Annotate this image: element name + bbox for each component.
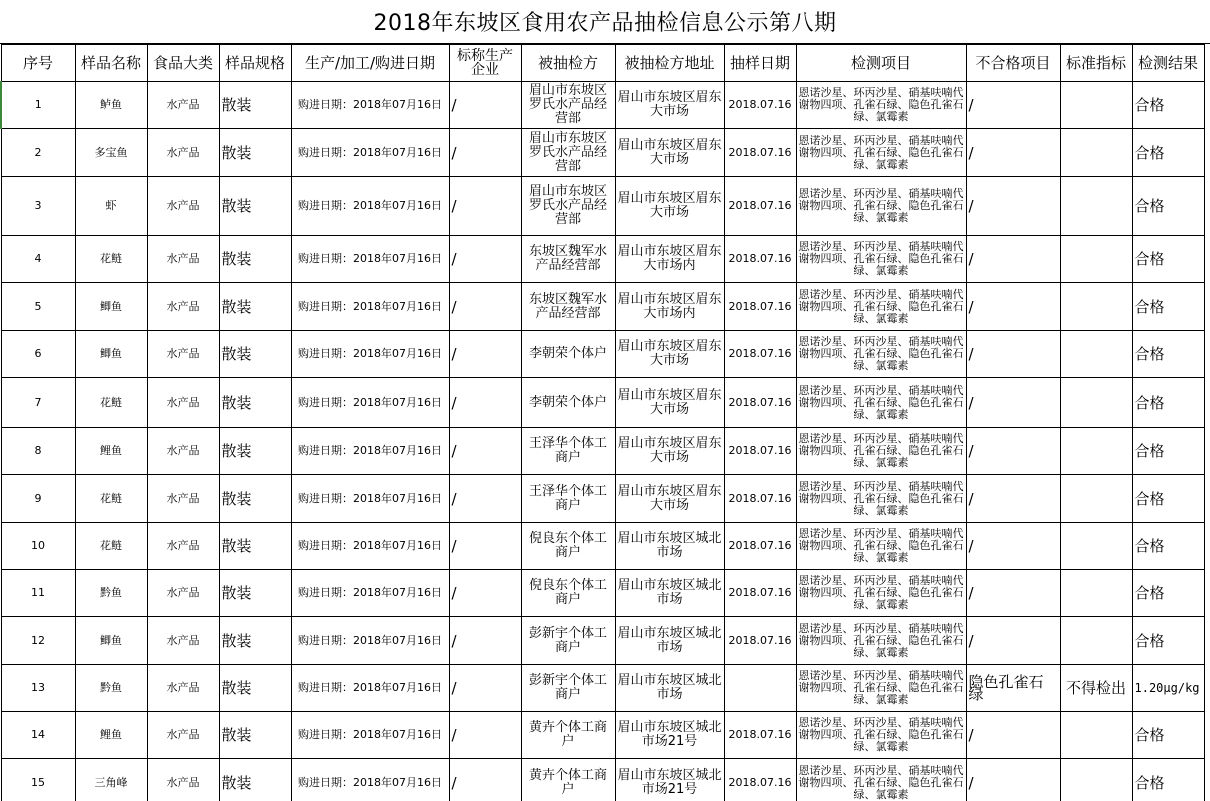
cell-test-items[interactable]: 恩诺沙星、环丙沙星、硝基呋喃代谢物四项、孔雀石绿、隐色孔雀石绿、氯霉素: [796, 129, 966, 177]
cell-sampled-party[interactable]: 眉山市东坡区罗氏水产品经营部: [521, 129, 615, 177]
cell-result[interactable]: 合格: [1132, 475, 1204, 523]
cell-sample-name[interactable]: 鲫鱼: [75, 617, 147, 665]
cell-serial[interactable]: 12: [1, 617, 75, 665]
cell-spec[interactable]: 散装: [219, 177, 291, 236]
cell-result[interactable]: 合格: [1132, 331, 1204, 378]
cell-serial[interactable]: 13: [1, 665, 75, 712]
cell-sample-name[interactable]: 鲫鱼: [75, 331, 147, 378]
cell-sample-date[interactable]: 2018.07.16: [724, 378, 796, 428]
cell-address[interactable]: 眉山市东坡区眉东大市场内: [615, 283, 724, 331]
cell-maker[interactable]: /: [449, 523, 521, 570]
cell-maker[interactable]: /: [449, 129, 521, 177]
cell-sampled-party[interactable]: 王泽华个体工商户: [521, 428, 615, 475]
table-row: [1, 759, 1204, 801]
cell-date[interactable]: 购进日期：2018年07月16日: [291, 617, 449, 665]
cell-test-items[interactable]: 恩诺沙星、环丙沙星、硝基呋喃代谢物四项、孔雀石绿、隐色孔雀石绿、氯霉素: [796, 712, 966, 759]
cell-category[interactable]: 水产品: [147, 523, 219, 570]
cell-serial[interactable]: 7: [1, 378, 75, 428]
cell-date[interactable]: 购进日期：2018年07月16日: [291, 759, 449, 801]
sheet-title: 2018年东坡区食用农产品抽检信息公示第八期: [0, 0, 1210, 44]
cell-result[interactable]: 合格: [1132, 617, 1204, 665]
cell-standard[interactable]: [1060, 177, 1132, 236]
cell-serial[interactable]: 8: [1, 428, 75, 475]
cell-maker[interactable]: /: [449, 283, 521, 331]
cell-serial[interactable]: 6: [1, 331, 75, 378]
cell-sampled-party[interactable]: 彭新宇个体工商户: [521, 665, 615, 712]
cell-standard[interactable]: [1060, 283, 1132, 331]
header-cell[interactable]: 标称生产企业: [449, 45, 521, 82]
cell-standard[interactable]: [1060, 82, 1132, 129]
cell-fail-item[interactable]: /: [966, 378, 1060, 428]
cell-spec[interactable]: 散装: [219, 331, 291, 378]
cell-test-items[interactable]: 恩诺沙星、环丙沙星、硝基呋喃代谢物四项、孔雀石绿、隐色孔雀石绿、氯霉素: [796, 759, 966, 801]
cell-sample-name[interactable]: 鲤鱼: [75, 712, 147, 759]
cell-maker[interactable]: /: [449, 428, 521, 475]
cell-fail-item[interactable]: /: [966, 475, 1060, 523]
cell-date[interactable]: 购进日期：2018年07月16日: [291, 523, 449, 570]
cell-maker[interactable]: /: [449, 331, 521, 378]
cell-address[interactable]: 眉山市东坡区眉东大市场: [615, 177, 724, 236]
cell-date[interactable]: 购进日期：2018年07月16日: [291, 283, 449, 331]
table-row: [1, 331, 1204, 378]
cell-fail-item[interactable]: /: [966, 428, 1060, 475]
header-cell[interactable]: 抽样日期: [724, 45, 796, 82]
cell-sample-name[interactable]: 花鲢: [75, 475, 147, 523]
cell-address[interactable]: 眉山市东坡区眉东大市场: [615, 378, 724, 428]
cell-result[interactable]: 合格: [1132, 82, 1204, 129]
cell-serial[interactable]: 1: [1, 82, 75, 129]
header-cell[interactable]: 标准指标: [1060, 45, 1132, 82]
cell-sample-date[interactable]: 2018.07.16: [724, 759, 796, 801]
header-cell[interactable]: 被抽检方地址: [615, 45, 724, 82]
cell-test-items[interactable]: 恩诺沙星、环丙沙星、硝基呋喃代谢物四项、孔雀石绿、隐色孔雀石绿、氯霉素: [796, 617, 966, 665]
cell-standard[interactable]: [1060, 712, 1132, 759]
cell-address[interactable]: 眉山市东坡区城北市场: [615, 665, 724, 712]
cell-date[interactable]: 购进日期：2018年07月16日: [291, 378, 449, 428]
cell-address[interactable]: 眉山市东坡区城北市场21号: [615, 759, 724, 801]
cell-test-items[interactable]: 恩诺沙星、环丙沙星、硝基呋喃代谢物四项、孔雀石绿、隐色孔雀石绿、氯霉素: [796, 378, 966, 428]
cell-spec[interactable]: 散装: [219, 617, 291, 665]
cell-sample-name[interactable]: 鲫鱼: [75, 283, 147, 331]
cell-test-items[interactable]: 恩诺沙星、环丙沙星、硝基呋喃代谢物四项、孔雀石绿、隐色孔雀石绿、氯霉素: [796, 177, 966, 236]
cell-sampled-party[interactable]: 东坡区魏军水产品经营部: [521, 236, 615, 283]
cell-sample-date[interactable]: 2018.07.16: [724, 475, 796, 523]
cell-standard[interactable]: [1060, 378, 1132, 428]
cell-sampled-party[interactable]: 倪良东个体工商户: [521, 523, 615, 570]
cell-sampled-party[interactable]: 李朝荣个体户: [521, 378, 615, 428]
cell-test-items[interactable]: 恩诺沙星、环丙沙星、硝基呋喃代谢物四项、孔雀石绿、隐色孔雀石绿、氯霉素: [796, 82, 966, 129]
cell-sample-name[interactable]: 虾: [75, 177, 147, 236]
cell-sampled-party[interactable]: 眉山市东坡区罗氏水产品经营部: [521, 82, 615, 129]
cell-date[interactable]: 购进日期：2018年07月16日: [291, 236, 449, 283]
cell-sample-name[interactable]: 三角峰: [75, 759, 147, 801]
cell-fail-item[interactable]: /: [966, 523, 1060, 570]
cell-fail-item[interactable]: 隐色孔雀石绿: [966, 665, 1060, 712]
cell-sample-date[interactable]: 2018.07.16: [724, 712, 796, 759]
header-cell[interactable]: 生产/加工/购进日期: [291, 45, 449, 82]
cell-category[interactable]: 水产品: [147, 428, 219, 475]
cell-result[interactable]: 合格: [1132, 428, 1204, 475]
cell-address[interactable]: 眉山市东坡区城北市场21号: [615, 712, 724, 759]
cell-sample-date[interactable]: [724, 665, 796, 712]
cell-result[interactable]: 合格: [1132, 283, 1204, 331]
cell-category[interactable]: 水产品: [147, 283, 219, 331]
table-row: [1, 82, 1204, 129]
table-row: [1, 129, 1204, 177]
cell-result[interactable]: 合格: [1132, 129, 1204, 177]
cell-sampled-party[interactable]: 黄卉个体工商户: [521, 712, 615, 759]
cell-spec[interactable]: 散装: [219, 712, 291, 759]
cell-serial[interactable]: 5: [1, 283, 75, 331]
cell-address[interactable]: 眉山市东坡区眉东大市场: [615, 82, 724, 129]
cell-serial[interactable]: 3: [1, 177, 75, 236]
cell-maker[interactable]: /: [449, 236, 521, 283]
cell-sample-name[interactable]: 多宝鱼: [75, 129, 147, 177]
cell-sample-name[interactable]: 鲈鱼: [75, 82, 147, 129]
cell-category[interactable]: 水产品: [147, 570, 219, 617]
cell-result[interactable]: 合格: [1132, 177, 1204, 236]
cell-sampled-party[interactable]: 李朝荣个体户: [521, 331, 615, 378]
table-row: [1, 617, 1204, 665]
cell-standard[interactable]: [1060, 617, 1132, 665]
header-cell[interactable]: 样品规格: [219, 45, 291, 82]
cell-standard[interactable]: [1060, 331, 1132, 378]
cell-sample-date[interactable]: 2018.07.16: [724, 82, 796, 129]
cell-address[interactable]: 眉山市东坡区眉东大市场内: [615, 236, 724, 283]
cell-sample-date[interactable]: 2018.07.16: [724, 428, 796, 475]
cell-sample-date[interactable]: 2018.07.16: [724, 331, 796, 378]
cell-fail-item[interactable]: /: [966, 177, 1060, 236]
cell-sample-date[interactable]: 2018.07.16: [724, 236, 796, 283]
cell-spec[interactable]: 散装: [219, 236, 291, 283]
cell-result[interactable]: 合格: [1132, 523, 1204, 570]
header-cell[interactable]: 样品名称: [75, 45, 147, 82]
cell-test-items[interactable]: 恩诺沙星、环丙沙星、硝基呋喃代谢物四项、孔雀石绿、隐色孔雀石绿、氯霉素: [796, 331, 966, 378]
cell-maker[interactable]: /: [449, 475, 521, 523]
cell-category[interactable]: 水产品: [147, 82, 219, 129]
cell-sample-name[interactable]: 花鲢: [75, 378, 147, 428]
cell-maker[interactable]: /: [449, 712, 521, 759]
cell-maker[interactable]: /: [449, 570, 521, 617]
header-cell[interactable]: 序号: [1, 45, 75, 82]
cell-sample-date[interactable]: 2018.07.16: [724, 177, 796, 236]
cell-fail-item[interactable]: /: [966, 129, 1060, 177]
table-row: [1, 236, 1204, 283]
cell-sample-date[interactable]: 2018.07.16: [724, 570, 796, 617]
table-row: [1, 283, 1204, 331]
cell-maker[interactable]: /: [449, 82, 521, 129]
cell-serial[interactable]: 4: [1, 236, 75, 283]
cell-category[interactable]: 水产品: [147, 475, 219, 523]
cell-date[interactable]: 购进日期：2018年07月16日: [291, 177, 449, 236]
cell-category[interactable]: 水产品: [147, 129, 219, 177]
cell-fail-item[interactable]: /: [966, 331, 1060, 378]
header-cell[interactable]: 检测项目: [796, 45, 966, 82]
cell-address[interactable]: 眉山市东坡区眉东大市场: [615, 475, 724, 523]
cell-fail-item[interactable]: /: [966, 759, 1060, 801]
cell-sampled-party[interactable]: 彭新宇个体工商户: [521, 617, 615, 665]
cell-address[interactable]: 眉山市东坡区眉东大市场: [615, 428, 724, 475]
cell-address[interactable]: 眉山市东坡区眉东大市场: [615, 129, 724, 177]
cell-test-items[interactable]: 恩诺沙星、环丙沙星、硝基呋喃代谢物四项、孔雀石绿、隐色孔雀石绿、氯霉素: [796, 428, 966, 475]
cell-spec[interactable]: 散装: [219, 759, 291, 801]
cell-spec[interactable]: 散装: [219, 378, 291, 428]
cell-spec[interactable]: 散装: [219, 428, 291, 475]
cell-fail-item[interactable]: /: [966, 283, 1060, 331]
header-cell[interactable]: 检测结果: [1132, 45, 1204, 82]
cell-date[interactable]: 购进日期：2018年07月16日: [291, 82, 449, 129]
cell-sample-date[interactable]: 2018.07.16: [724, 129, 796, 177]
cell-serial[interactable]: 10: [1, 523, 75, 570]
cell-fail-item[interactable]: /: [966, 236, 1060, 283]
cell-test-items[interactable]: 恩诺沙星、环丙沙星、硝基呋喃代谢物四项、孔雀石绿、隐色孔雀石绿、氯霉素: [796, 475, 966, 523]
cell-serial[interactable]: 9: [1, 475, 75, 523]
table-body: [1, 82, 1204, 801]
cell-result[interactable]: 合格: [1132, 570, 1204, 617]
cell-result[interactable]: 1.20μg/kg: [1132, 665, 1204, 712]
cell-spec[interactable]: 散装: [219, 283, 291, 331]
cell-category[interactable]: 水产品: [147, 617, 219, 665]
cell-maker[interactable]: /: [449, 759, 521, 801]
cell-date[interactable]: 购进日期：2018年07月16日: [291, 475, 449, 523]
cell-category[interactable]: 水产品: [147, 236, 219, 283]
table-row: [1, 523, 1204, 570]
cell-date[interactable]: 购进日期：2018年07月16日: [291, 129, 449, 177]
table-row: [1, 428, 1204, 475]
cell-date[interactable]: 购进日期：2018年07月16日: [291, 331, 449, 378]
cell-sample-date[interactable]: 2018.07.16: [724, 283, 796, 331]
table-row: [1, 665, 1204, 712]
cell-maker[interactable]: /: [449, 617, 521, 665]
cell-date[interactable]: 购进日期：2018年07月16日: [291, 428, 449, 475]
table-row: [1, 570, 1204, 617]
cell-standard[interactable]: [1060, 475, 1132, 523]
cell-category[interactable]: 水产品: [147, 331, 219, 378]
cell-category[interactable]: 水产品: [147, 177, 219, 236]
cell-result[interactable]: 合格: [1132, 236, 1204, 283]
cell-fail-item[interactable]: /: [966, 712, 1060, 759]
cell-result[interactable]: 合格: [1132, 759, 1204, 801]
cell-standard[interactable]: [1060, 759, 1132, 801]
cell-address[interactable]: 眉山市东坡区城北市场: [615, 617, 724, 665]
cell-serial[interactable]: 2: [1, 129, 75, 177]
cell-sample-date[interactable]: 2018.07.16: [724, 617, 796, 665]
cell-standard[interactable]: [1060, 428, 1132, 475]
cell-test-items[interactable]: 恩诺沙星、环丙沙星、硝基呋喃代谢物四项、孔雀石绿、隐色孔雀石绿、氯霉素: [796, 283, 966, 331]
cell-spec[interactable]: 散装: [219, 129, 291, 177]
cell-sample-name[interactable]: 黔鱼: [75, 665, 147, 712]
cell-fail-item[interactable]: /: [966, 82, 1060, 129]
cell-sample-name[interactable]: 花鲢: [75, 236, 147, 283]
header-cell[interactable]: 食品大类: [147, 45, 219, 82]
cell-test-items[interactable]: 恩诺沙星、环丙沙星、硝基呋喃代谢物四项、孔雀石绿、隐色孔雀石绿、氯霉素: [796, 665, 966, 712]
cell-date[interactable]: 购进日期：2018年07月16日: [291, 570, 449, 617]
cell-maker[interactable]: /: [449, 378, 521, 428]
cell-sampled-party[interactable]: 倪良东个体工商户: [521, 570, 615, 617]
header-cell[interactable]: 不合格项目: [966, 45, 1060, 82]
cell-address[interactable]: 眉山市东坡区城北市场: [615, 570, 724, 617]
table-row: [1, 712, 1204, 759]
cell-date[interactable]: 购进日期：2018年07月16日: [291, 712, 449, 759]
cell-spec[interactable]: 散装: [219, 82, 291, 129]
cell-test-items[interactable]: 恩诺沙星、环丙沙星、硝基呋喃代谢物四项、孔雀石绿、隐色孔雀石绿、氯霉素: [796, 523, 966, 570]
cell-result[interactable]: 合格: [1132, 712, 1204, 759]
cell-category[interactable]: 水产品: [147, 378, 219, 428]
table-row: [1, 177, 1204, 236]
inspection-table: [0, 44, 1205, 801]
header-cell[interactable]: 被抽检方: [521, 45, 615, 82]
cell-sampled-party[interactable]: 东坡区魏军水产品经营部: [521, 283, 615, 331]
cell-serial[interactable]: 11: [1, 570, 75, 617]
header-row: [1, 45, 1204, 82]
cell-spec[interactable]: 散装: [219, 523, 291, 570]
cell-serial[interactable]: 15: [1, 759, 75, 801]
cell-test-items[interactable]: 恩诺沙星、环丙沙星、硝基呋喃代谢物四项、孔雀石绿、隐色孔雀石绿、氯霉素: [796, 236, 966, 283]
cell-standard[interactable]: [1060, 570, 1132, 617]
cell-result[interactable]: 合格: [1132, 378, 1204, 428]
cell-sampled-party[interactable]: 王泽华个体工商户: [521, 475, 615, 523]
cell-spec[interactable]: 散装: [219, 570, 291, 617]
cell-sample-date[interactable]: 2018.07.16: [724, 523, 796, 570]
cell-spec[interactable]: 散装: [219, 475, 291, 523]
cell-sample-name[interactable]: 花鲢: [75, 523, 147, 570]
cell-standard[interactable]: 不得检出: [1060, 665, 1132, 712]
cell-spec[interactable]: 散装: [219, 665, 291, 712]
cell-category[interactable]: 水产品: [147, 759, 219, 801]
cell-date[interactable]: 购进日期：2018年07月16日: [291, 665, 449, 712]
cell-fail-item[interactable]: /: [966, 617, 1060, 665]
cell-standard[interactable]: [1060, 236, 1132, 283]
cell-standard[interactable]: [1060, 129, 1132, 177]
cell-maker[interactable]: /: [449, 177, 521, 236]
table-row: [1, 475, 1204, 523]
table-row: [1, 378, 1204, 428]
cell-sample-name[interactable]: 鲤鱼: [75, 428, 147, 475]
cell-category[interactable]: 水产品: [147, 712, 219, 759]
cell-maker[interactable]: /: [449, 665, 521, 712]
cell-category[interactable]: 水产品: [147, 665, 219, 712]
cell-fail-item[interactable]: /: [966, 570, 1060, 617]
cell-sample-name[interactable]: 黔鱼: [75, 570, 147, 617]
cell-sampled-party[interactable]: 黄卉个体工商户: [521, 759, 615, 801]
cell-test-items[interactable]: 恩诺沙星、环丙沙星、硝基呋喃代谢物四项、孔雀石绿、隐色孔雀石绿、氯霉素: [796, 570, 966, 617]
cell-address[interactable]: 眉山市东坡区城北市场: [615, 523, 724, 570]
cell-address[interactable]: 眉山市东坡区眉东大市场: [615, 331, 724, 378]
cell-serial[interactable]: 14: [1, 712, 75, 759]
cell-sampled-party[interactable]: 眉山市东坡区罗氏水产品经营部: [521, 177, 615, 236]
cell-standard[interactable]: [1060, 523, 1132, 570]
